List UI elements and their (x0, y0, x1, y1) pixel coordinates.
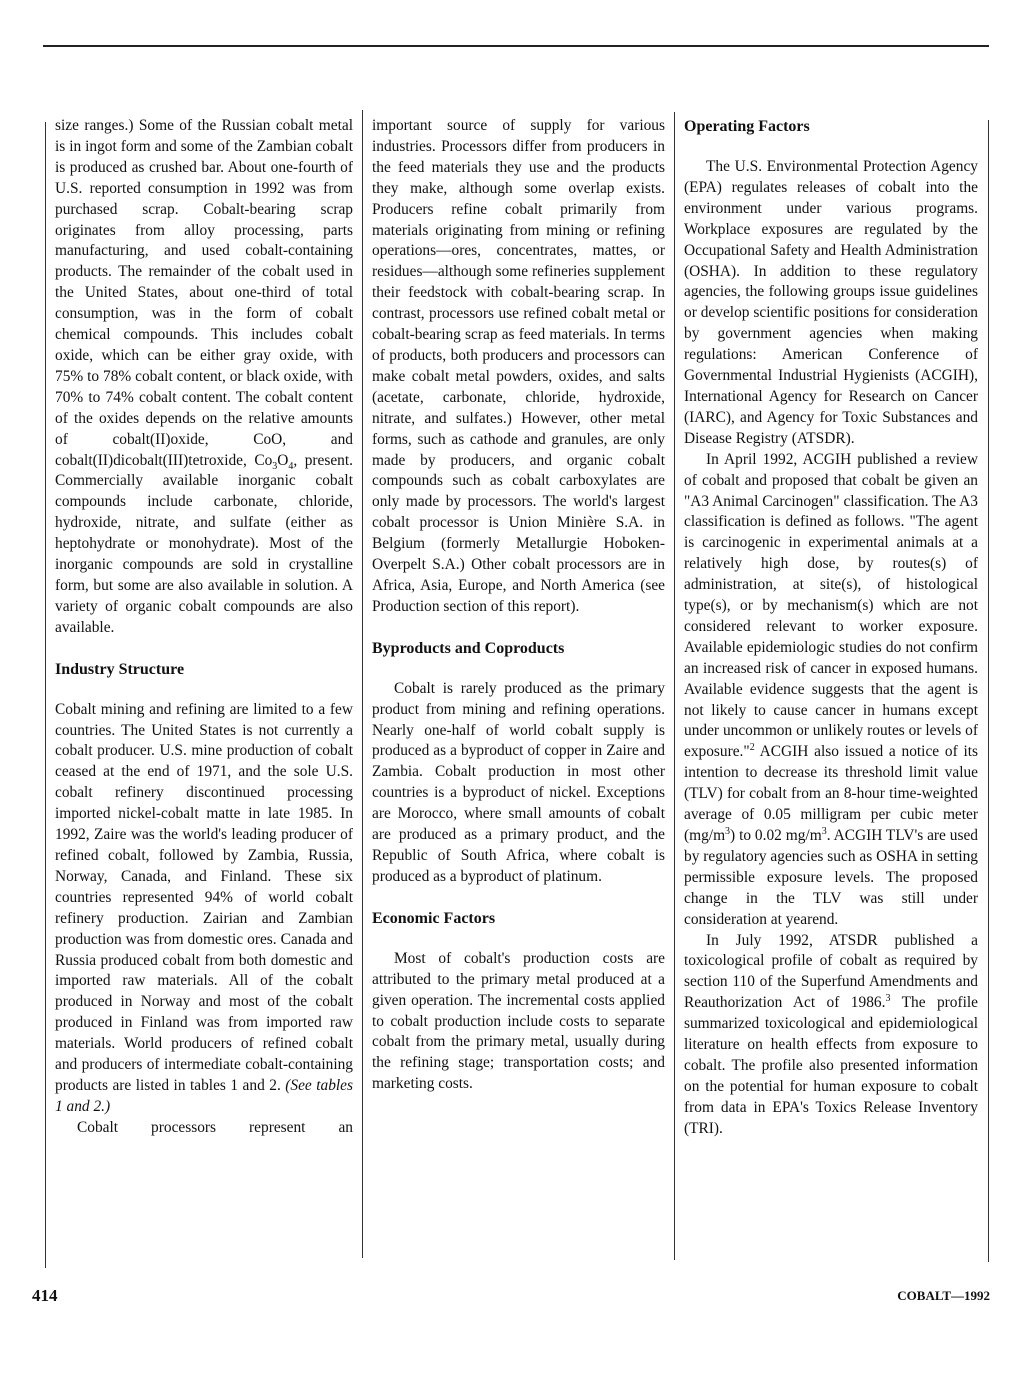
column-divider-left (45, 122, 46, 1268)
page-number: 414 (32, 1286, 58, 1305)
paragraph-text: ) to 0.02 mg/m (730, 827, 822, 844)
column-2 (372, 116, 665, 1095)
heading-byproducts: Byproducts and Coproducts (372, 639, 565, 657)
chemical-formula (254, 451, 294, 472)
formula-subscript: 4 (288, 460, 294, 472)
paragraph-text: Cobalt mining and refining are limited to a few countries. The United States is not currently a cobalt producer. U.S. mine production of cobalt ceased at the end of 1971, and the sole U.S. cobalt refinery discontinued processing imported nickel-cobalt matte in late 1985. In 1992, Zaire was the world's leading producer of refined cobalt, followed by Zambia, Russia, Norway, Canada, and Finland. These six countries represented 94% of world cobalt refinery production. Zairian and Zambian production was from domestic ores. Canada and Russia produced cobalt from both domestic and imported raw materials. All of the cobalt produced in Norway and most of the cobalt produced in Finland was from imported raw materials. World producers of refined cobalt and producers of intermediate cobalt-containing products are listed in tables 1 and 2. (55, 700, 353, 1094)
footnote-marker: 2 (749, 742, 755, 754)
paragraph-text: size ranges.) Some of the Russian cobalt metal is in ingot form and some of the Zambian cobalt is produced as crushed bar. About one-fourth of U.S. reported consumption in 1992 was from purchased scrap. Cobalt-bearing scrap originates from alloy processing, parts manufacturing, and used cobalt-containing products. The remainder of the cobalt used in the United States, about one-third of total consumption, was in the form of cobalt chemical compounds. This includes cobalt oxide, which can be either gray oxide, with 75% to 78% cobalt content, or black oxide, with 70% to 74% cobalt content. The cobalt content of the oxides depends on the relative amounts of cobalt(II)oxide, CoO, and cobalt(II)dicobalt(III)tetroxide, (55, 117, 353, 469)
paragraph-text: . ACGIH TLV's are used by regulatory agencies such as OSHA in setting permissible exposure levels. The proposed change in the TLV was still under consideration at yearend. (684, 827, 978, 928)
superscript: 3 (821, 825, 827, 837)
column-3 (684, 116, 978, 1140)
formula-subscript: 3 (272, 460, 278, 472)
formula-part: O (277, 451, 289, 469)
paragraph (684, 450, 978, 931)
table-reference: (See tables 1 and 2.) (55, 1076, 354, 1115)
heading-operating-factors: Operating Factors (684, 118, 810, 135)
paragraph: Most of cobalt's production costs are attributed to the primary metal produced at a given operation. The incremental costs applied to cobalt production include costs to separate cobalt from the primary metal, usually during the refining stage; transportation costs; and marketing costs. (372, 949, 665, 1093)
paragraph (684, 931, 978, 1140)
top-rule (43, 45, 989, 47)
running-title: COBALT—1992 (897, 1288, 990, 1303)
column-divider-2-3 (674, 112, 675, 1260)
heading-economic-factors: Economic Factors (372, 909, 496, 927)
paragraph-text: In July 1992, ATSDR published a toxicological profile of cobalt as required by section 110 of the Superfund Amendments and Reauthorization Act of 1986. (684, 931, 978, 1012)
paragraph-text: In April 1992, ACGIH published a review of cobalt and proposed that cobalt be given an "A3 Animal Carcinogen" classification. The A3 classification is defined as follows. "The agent is carcinogenic in experimental animals at a relatively high dose, by routes(s) of administration, at site(s), of histological type(s), or by mechanism(s) which are not considered relevant to worker exposure. Available epidemiologic studies do not confirm an increased risk of cancer in exposed humans. Available evidence suggests that the agent is not likely to cause cancer in humans except under uncommon or unlikely routes or levels of exposure." (684, 450, 978, 761)
paragraph: The U.S. Environmental Protection Agency (EPA) regulates releases of cobalt into the environment under various programs. Workplace exposures are regulated by the Occupational Safety and Health Administration (OSHA). In addition to these regulatory agencies, the following groups issue guidelines or develop scientific positions for consideration by government agencies when making regulations: American Conference of Governmental Industrial Hygienists (ACGIH), International Agency for Research on Cancer (IARC), and Agency for Toxic Substances and Disease Registry (ATSDR). (684, 158, 978, 447)
column-1 (55, 116, 353, 1139)
paragraph-text: The profile summarized toxicological and epidemiological literature on health effects from exposure to cobalt. The profile also presented information on the potential for human exposure to cobalt from data in EPA's Toxics Release Inventory (TRI). (684, 994, 978, 1137)
column-divider-1-2 (362, 110, 363, 1258)
column-divider-right (988, 120, 989, 1262)
paragraph: Cobalt is rarely produced as the primary product from mining and refining operations. Nearly one-half of world cobalt supply is produced as a byproduct of copper in Zaire and Zambia. Cobalt production in most other countries is a byproduct of nickel. Exceptions are Morocco, where small amounts of cobalt are produced as a primary product, and the Republic of South Africa, where cobalt is produced as a byproduct of platinum. (372, 679, 665, 885)
paragraph (55, 116, 353, 639)
footnote-marker: 3 (885, 993, 891, 1005)
formula-part: Co (254, 451, 273, 469)
superscript: 3 (725, 825, 731, 837)
paragraph-text: , present. Commercially available inorganic cobalt compounds include carbonate, chloride, hydroxide, nitrate, and sulfate (either as heptohydrate or monohydrate). Most of the inorganic compounds are sold in crystalline form, but some are also available in solution. A variety of organic cobalt compounds are also available. (55, 451, 353, 636)
paragraph-text: ACGIH also issued a notice of its intention to decrease its threshold limit value (TLV) for cobalt from an 8-hour time-weighted average of 0.05 milligram per cubic meter (mg/m (684, 743, 978, 844)
paragraph: important source of supply for various industries. Processors differ from producers in the feed materials they use and the products they make, although some overlap exists. Producers refine cobalt primarily from materials originating from mining or refining operations—ores, concentrates, mattes, or residues—although some refineries supplement their feedstock with cobalt-bearing scrap. In contrast, processors use refined cobalt metal or cobalt-bearing scrap as feed materials. In terms of products, both producers and processors can make cobalt metal powders, oxides, and salts (acetate, carbonate, chloride, hydroxide, nitrate, and sulfates.) However, other metal forms, such as cathode and granules, are only made by producers, and organic cobalt compounds such as cobalt carboxylates are only made by processors. The world's largest cobalt processor is Union Minière S.A. in Belgium (formerly Metallurgie Hoboken-Overpelt S.A.) Other cobalt processors are in Africa, Asia, Europe, and North America (see Production section of this report). (372, 117, 665, 615)
paragraph (55, 700, 353, 1118)
paragraph: Cobalt processors represent an (77, 1118, 353, 1136)
heading-industry-structure: Industry Structure (55, 660, 185, 678)
